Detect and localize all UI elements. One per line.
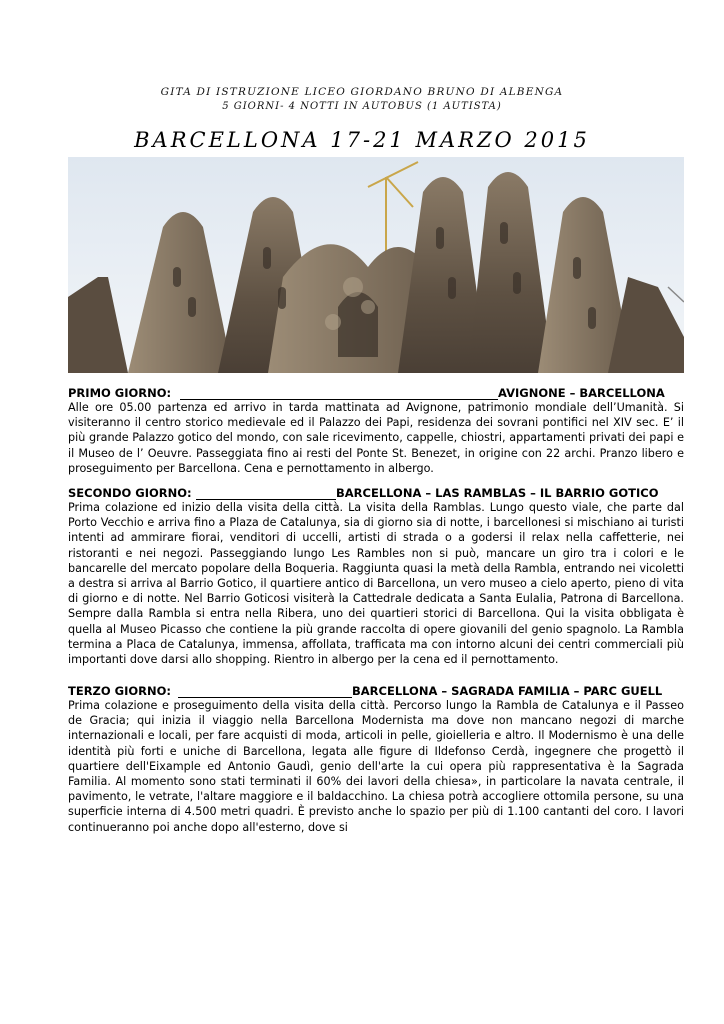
document-title: BARCELLONA 17-21 MARZO 2015 xyxy=(134,128,590,152)
day-2-description: Prima colazione ed inizio della visita della città. La visita della Ramblas. Lungo questo viale, che parte dal Porto Vecchio e arriva fino a Plaza de Catalunya, sia di giorno sia di notte, i barcellonesi si mischiano ai turisti intenti ad ammirare fiorai, venditori di uccelli, artisti di strada o a godersi il relax nella caffetterie, nei ristoranti e nei negozi. Passeggiando lungo Les Rambles non si può, mancare un giro tra i colori e le bancarelle del mercato popolare della Boqueria. Raggiunta quasi la metà della Rambla, entrando nei vicoletti a destra si arriva al Barrio Gotico, il quartiere antico di Barcellona, un vero museo a cielo aperto, pieno di vita di giorno e di notte. Nel Barrio Goticosi visiterà la Cattedrale dedicata a Santa Eulalia, Patrona di Barcellona. Sempre dalla Rambla si entra nella Ribera, uno dei quartieri storici di Barcellona. Qui la visita obbligata è quella al Museo Picasso che contiene la più grande raccolta di opere giovanili del genio spagnolo. La Rambla termina a Placa de Catalunya, immensa, affollata, trafficata ma con intorno alcuni dei centri commerciali più importanti dove darsi allo shopping. Rientro in albergo per la cena ed il pernottamento. xyxy=(68,501,684,667)
day-1-description: Alle ore 05.00 partenza ed arrivo in tarda mattinata ad Avignone, patrimonio mondiale dell’Umanità. Si visiteranno il centro storico medievale ed il Palazzo dei Papi, residenza dei sovrani pontifici nel XIV sec. E’ il più grande Palazzo gotico del mondo, con sale ricevimento, cappelle, chiostri, appartamenti privati dei papi e il Museo de l’ Oeuvre. Passeggiata fino ai resti del Ponte St. Benezet, in origine con 22 archi. Pranzo libero e proseguimento per Barcellona. Cena e pernottamento in albergo. xyxy=(68,401,684,475)
day-1-destination: AVIGNONE – BARCELLONA xyxy=(498,386,665,400)
heading-underline xyxy=(178,697,352,698)
day-1-heading xyxy=(68,386,684,400)
day-1-section xyxy=(68,386,684,476)
sagrada-familia-photo xyxy=(68,157,684,373)
day-3-section xyxy=(68,684,684,835)
heading-underline xyxy=(180,399,498,400)
day-2-heading xyxy=(68,486,684,500)
sagrada-familia-illustration xyxy=(68,157,684,373)
day-3-heading xyxy=(68,684,684,698)
day-2-destination: BARCELLONA – LAS RAMBLAS – IL BARRIO GOTICO xyxy=(336,486,659,500)
day-2-section xyxy=(68,486,684,667)
day-1-label: PRIMO GIORNO: xyxy=(68,386,172,400)
trip-duration-heading: 5 GIORNI- 4 NOTTI IN AUTOBUS (1 AUTISTA) xyxy=(222,101,502,112)
heading-underline xyxy=(196,499,336,500)
day-3-destination: BARCELLONA – SAGRADA FAMILIA – PARC GUELL xyxy=(352,684,663,698)
day-3-description: Prima colazione e proseguimento della visita della città. Percorso lungo la Rambla de Catalunya e il Passeo de Gracia; qui inizia il viaggio nella Barcellona Modernista ma dove non mancano negozi di marche internazionali e locali, per fare acquisti di moda, articoli in pelle, gioielleria e altro. Il Modernismo è una delle identità più forti e uniche di Barcellona, legata alle figure di Ildefonso Cerdà, ingegnere che progettò il quartiere dell'Eixample ed Antonio Gaudì, genio dell'arte la cui opera più rappresentativa è la Sagrada Familia. Al momento sono stati terminati il 60% dei lavori della chiesa», in particolare la navata centrale, il pavimento, le vetrate, l'altare maggiore e il baldacchino. La chiesa potrà accogliere ottomila persone, su una superficie interna di 4.500 metri quadri. È previsto anche lo spazio per più di 1.100 cantanti del coro. I lavori continueranno poi anche dopo all'esterno, dove si xyxy=(68,699,684,834)
school-trip-heading: GITA DI ISTRUZIONE LICEO GIORDANO BRUNO DI ALBENGA xyxy=(160,86,564,98)
day-2-label: SECONDO GIORNO: xyxy=(68,486,192,500)
day-3-label: TERZO GIORNO: xyxy=(68,684,172,698)
